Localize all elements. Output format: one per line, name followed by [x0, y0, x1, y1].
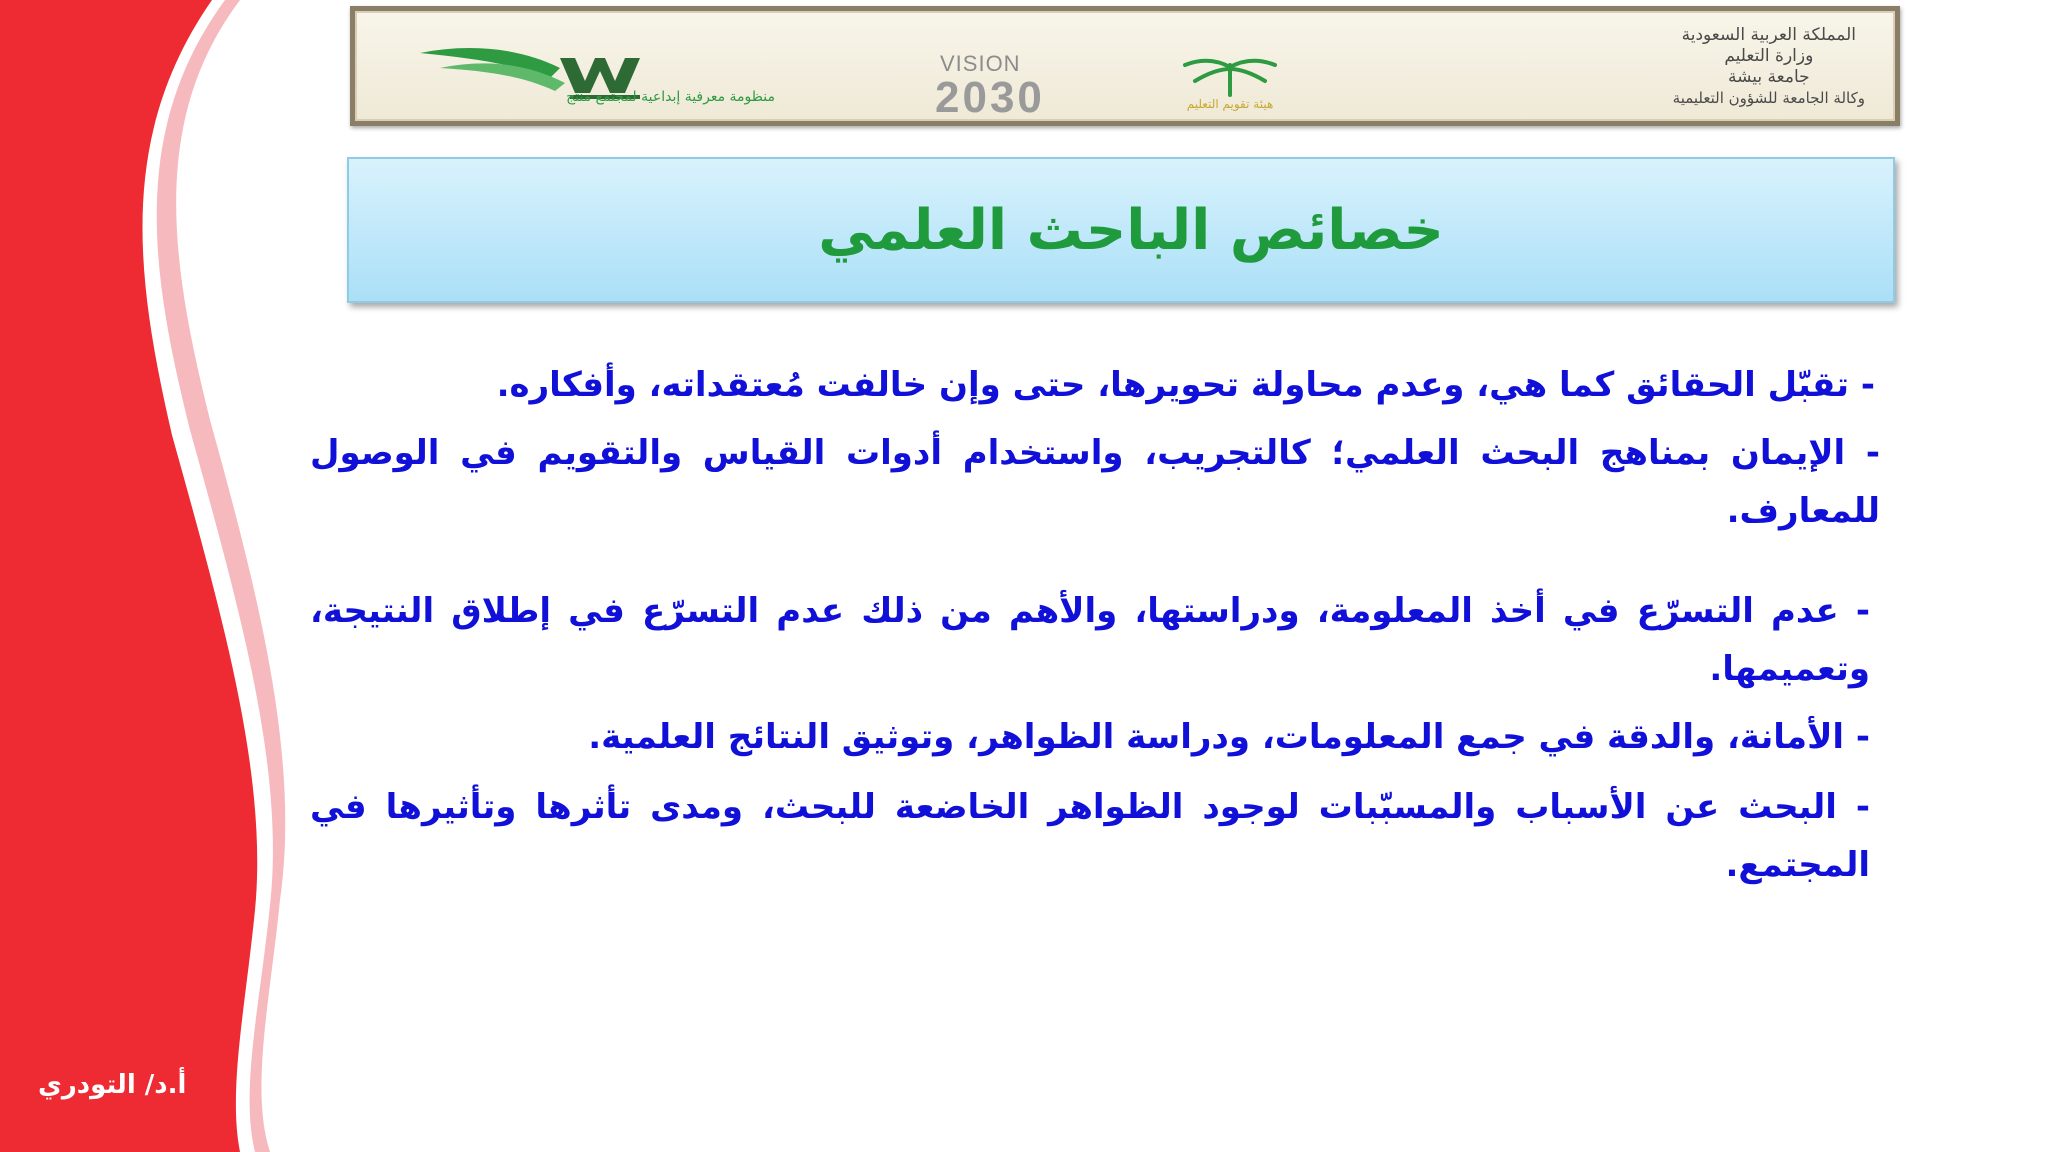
ministry-line-4: وكالة الجامعة للشؤون التعليمية — [1672, 89, 1865, 107]
palm-icon — [1135, 55, 1325, 99]
university-slogan: منظومة معرفية إبداعية لمجتمع منتج — [566, 89, 775, 105]
university-logo-icon — [410, 23, 670, 123]
header-banner — [350, 6, 1900, 126]
list-item: - الأمانة، والدقة في جمع المعلومات، ودراسة الظواهر، وتوثيق النتائج العلمية. — [588, 717, 1870, 757]
vision-word: VISION — [940, 51, 1021, 76]
list-item: - البحث عن الأسباب والمسبّبات لوجود الظواهر الخاضعة للبحث، ومدى تأثرها وتأثيرها في المجتمع. — [310, 787, 1870, 885]
evaluation-commission-logo — [1135, 55, 1325, 115]
author-signature: أ.د/ التودري — [38, 1070, 187, 1100]
list-item: - الإيمان بمناهج البحث العلمي؛ كالتجريب، واستخدام أدوات القياس والتقويم في الوصول للمعارف. — [310, 433, 1880, 531]
commission-name: هيئة تقويم التعليم — [1186, 97, 1274, 111]
ministry-line-2: وزارة التعليم — [1724, 46, 1814, 66]
slide-title-box — [347, 157, 1895, 303]
side-decoration — [0, 0, 320, 1152]
ministry-line-1: المملكة العربية السعودية — [1681, 25, 1857, 45]
ministry-line-3: جامعة بيشة — [1728, 67, 1810, 87]
characteristics-list — [310, 356, 1880, 894]
vision-number: 2030 — [935, 73, 1045, 122]
ministry-heading — [1673, 25, 1865, 109]
list-item: - عدم التسرّع في أخذ المعلومة، ودراستها، والأهم من ذلك عدم التسرّع في إطلاق النتيجة، وتعميمها. — [310, 591, 1870, 689]
list-item: - تقبّل الحقائق كما هي، وعدم محاولة تحويرها، حتى وإن خالفت مُعتقداته، وأفكاره. — [496, 365, 1875, 405]
slide-title: خصائص الباحث العلمي — [818, 197, 1444, 263]
